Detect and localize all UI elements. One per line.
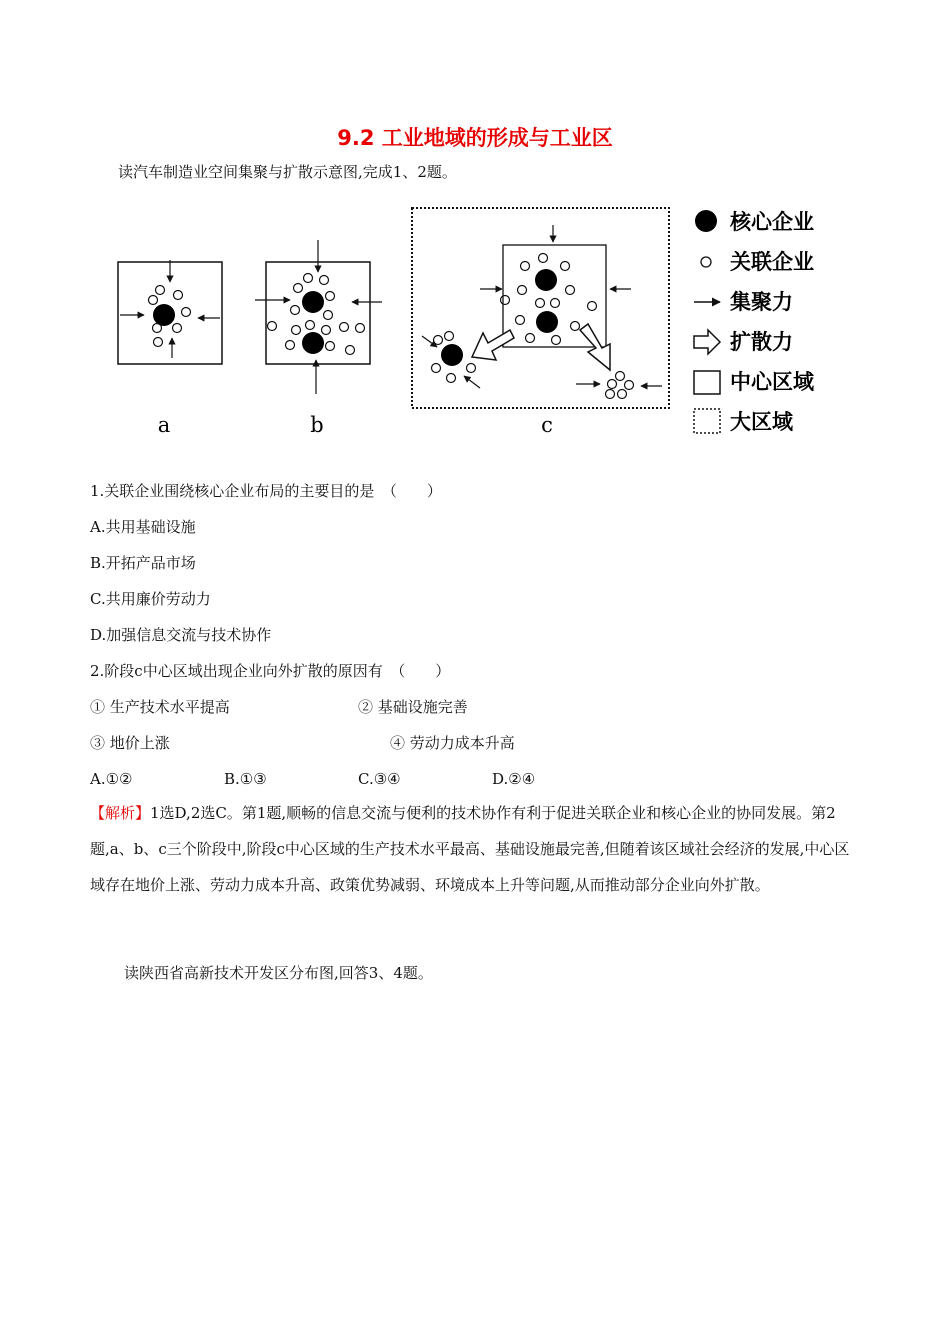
panel-label-a: a [157, 413, 171, 437]
question-1-option-c: C.共用廉价劳动力 [90, 590, 211, 608]
legend-label-agglomeration: 集聚力 [730, 290, 793, 314]
question-1-option-b: B.开拓产品市场 [90, 554, 196, 572]
legend [694, 210, 815, 434]
question-2-option-c: C.③④ [358, 770, 401, 788]
analysis-text: 1选D,2选C。第1题,顺畅的信息交流与便利的技术协作有利于促进关联企业和核心企业的协同发展。第2题,a、b、c三个阶段中,阶段c中心区域的生产技术水平最高、基础设施最完善,但随着该区域社会经济的发展,中心区域存在地价上涨、劳动力成本升高、政策优势减弱、环境成本上升等问题,从而推动部分企业向外扩散。 [90, 804, 850, 894]
question-2-option-a: A.①② [90, 770, 133, 788]
legend-label-central: 中心区域 [730, 370, 814, 394]
question-1-option-d: D.加强信息交流与技术协作 [90, 626, 272, 644]
analysis-tag: 【解析】 [90, 804, 151, 822]
legend-label-diffusion: 扩散力 [730, 330, 793, 354]
related-enterprise-icon [701, 257, 711, 267]
question-2-item-4: ④ 劳动力成本升高 [390, 734, 515, 752]
diffusion-arrow-icon [694, 330, 720, 354]
large-region-icon [694, 409, 720, 433]
figure-diagram [100, 200, 860, 445]
legend-label-core: 核心企业 [730, 210, 814, 234]
question-2-option-b: B.①③ [224, 770, 267, 788]
question-1-stem: 1.关联企业围绕核心企业布局的主要目的是 （ ） [90, 482, 442, 500]
panel-c [412, 208, 669, 408]
panel-label-b: b [310, 413, 324, 437]
question-2-option-d: D.②④ [492, 770, 536, 788]
question-2-item-2: ② 基础设施完善 [358, 698, 468, 716]
legend-label-large: 大区域 [730, 410, 793, 434]
intro-text: 读汽车制造业空间集聚与扩散示意图,完成1、2题。 [118, 163, 457, 181]
question-2-item-1: ① 生产技术水平提高 [90, 698, 230, 716]
legend-label-related: 关联企业 [730, 250, 814, 274]
panel-a [118, 260, 222, 364]
question-1-option-a: A.共用基础设施 [90, 518, 196, 536]
panel-b [255, 240, 382, 394]
question-2-item-3: ③ 地价上涨 [90, 734, 170, 752]
analysis-paragraph [90, 795, 862, 903]
core-enterprise-icon [695, 210, 717, 232]
page-title: 9.2 工业地域的形成与工业区 [337, 126, 613, 150]
panel-label-c: c [541, 413, 553, 437]
question-2-stem: 2.阶段c中心区域出现企业向外扩散的原因有 （ ） [90, 662, 451, 680]
central-region-icon [694, 371, 720, 394]
intro-text-2: 读陕西省高新技术开发区分布图,回答3、4题。 [124, 964, 433, 982]
